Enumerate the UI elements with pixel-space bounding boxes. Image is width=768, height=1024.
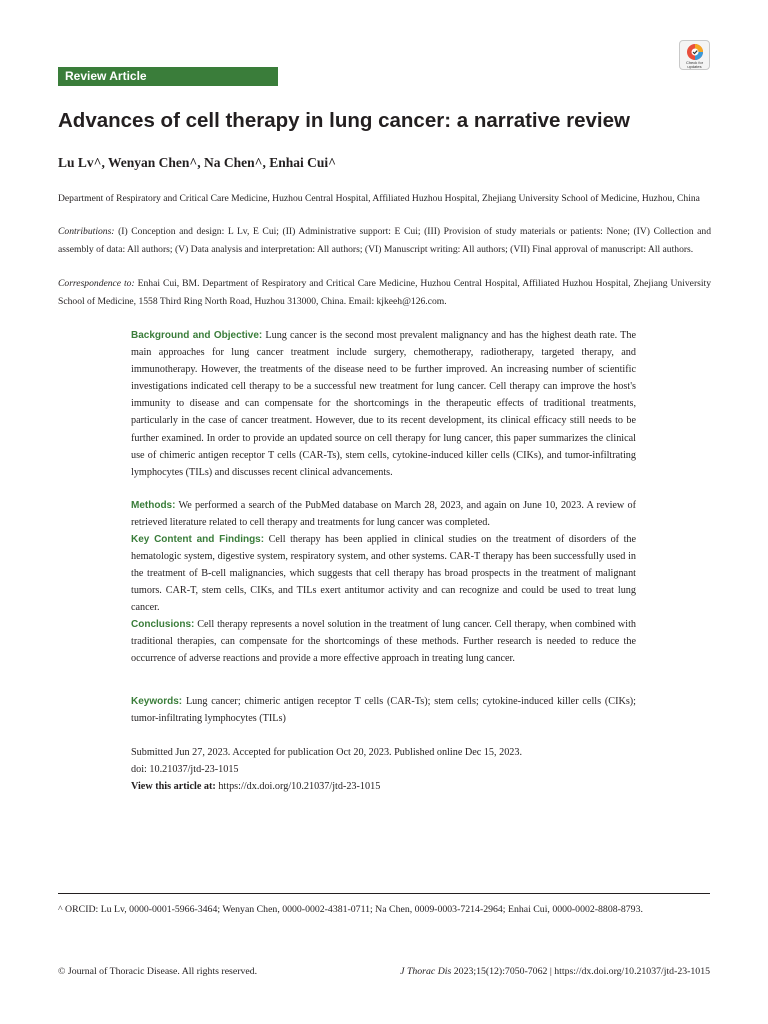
- article-type-badge: [58, 67, 278, 86]
- correspondence-label: Correspondence to:: [58, 278, 135, 289]
- keywords-text: Lung cancer; chimeric antigen receptor T cells (CAR-Ts); stem cells; cytokine-induced killer cells (CIKs); tumor-infiltrating lymphocytes (TILs): [131, 696, 637, 725]
- correspondence-text: Enhai Cui, BM. Department of Respiratory and Critical Care Medicine, Huzhou Central Hospital, Affiliated Huzhou Hospital, Zhejiang University School of Medicine, 1558 Third Ring North Road, Huzhou 313000, China. Email: kjkeeh@126.com.: [58, 278, 711, 307]
- journal-abbrev: J Thorac Dis: [400, 966, 452, 977]
- article-title: Advances of cell therapy in lung cancer: a narrative review: [58, 109, 630, 132]
- copyright: © Journal of Thoracic Disease. All rights reserved.: [58, 966, 258, 977]
- journal-citation: [400, 966, 710, 977]
- citation-text: 2023;15(12):7050-7062 | https://dx.doi.org/10.21037/jtd-23-1015: [453, 966, 710, 977]
- view-article-link[interactable]: https://dx.doi.org/10.21037/jtd-23-1015: [218, 781, 381, 792]
- check-for-updates-icon: [686, 43, 704, 61]
- view-article-line: [131, 778, 651, 795]
- abstract-background: [131, 327, 636, 481]
- methods-label: Methods:: [131, 500, 176, 511]
- contributions-text: (I) Conception and design: L Lv, E Cui; (II) Administrative support: E Cui; (III) Provision of study materials or patients: None; (IV) Collection and assembly of data: All authors; (V) Data analysis and interpretation: All authors; (VI) Manuscript writing: All authors; (VII) Final approval of manuscript: All authors.: [58, 226, 711, 255]
- correspondence: [58, 275, 711, 310]
- keywords-label: Keywords:: [131, 696, 183, 707]
- background-text: Lung cancer is the second most prevalent malignancy and has the highest death rate. The main approaches for lung cancer treatment include surgery, chemotherapy, radiotherapy, targeted therapy, and immunotherapy. However, the treatments of the disease need to be further improved. An increasing number of scientific investigations indicated cell therapy to be a successful new treatment for lung cancer. Cell therapy can improve the host's immunity to disease and can compensate for the shortcomings in the therapeutic effects of traditional treatments, particularly in the case of cancer treatment. However, due to its recent development, its clinical efficacy still needs to be further examined. In order to provide an updated source on cell therapy for lung cancer, this paper summarizes the clinical use of chimeric antigen receptor T cells (CAR-Ts), stem cells, cytokine-induced killer cells (CIKs), and tumor-infiltrating lymphocytes (TILs) and discusses recent clinical advancements.: [131, 330, 636, 478]
- abstract-methods: [131, 497, 636, 531]
- conclusions-label: Conclusions:: [131, 619, 195, 630]
- background-label: Background and Objective:: [131, 330, 263, 341]
- check-for-updates-label: Check for updates: [685, 60, 704, 69]
- author-list: Lu Lv^, Wenyan Chen^, Na Chen^, Enhai Cui^: [58, 155, 336, 170]
- orcid-footnote: ^ ORCID: Lu Lv, 0000-0001-5966-3464; Wenyan Chen, 0000-0002-4381-0711; Na Chen, 0009-0003-7214-2964; Enhai Cui, 0000-0002-8808-8793.: [58, 904, 643, 915]
- contributions-label: Contributions:: [58, 226, 115, 237]
- contributions: [58, 223, 711, 258]
- doi-line: doi: 10.21037/jtd-23-1015: [131, 764, 239, 775]
- article-type-label: Review Article: [65, 69, 147, 83]
- check-for-updates-button[interactable]: [679, 40, 710, 70]
- abstract-conclusions: [131, 616, 636, 667]
- findings-label: Key Content and Findings:: [131, 534, 265, 545]
- submission-dates: Submitted Jun 27, 2023. Accepted for publication Oct 20, 2023. Published online Dec 15, 2023.: [131, 747, 523, 758]
- abstract-findings: [131, 531, 636, 616]
- view-article-label: View this article at:: [131, 781, 216, 792]
- footnote-divider: [58, 893, 710, 894]
- affiliation: Department of Respiratory and Critical Care Medicine, Huzhou Central Hospital, Affiliated Huzhou Hospital, Zhejiang University School of Medicine, Huzhou, China: [58, 193, 700, 204]
- findings-text: Cell therapy has been applied in clinical studies on the treatment of disorders of the hematologic system, digestive system, respiratory system, and other systems. CAR-T therapy has been successfully used in the treatment of B-cell malignancies, which suggests that cell therapy has broad prospects in the treatment of malignant tumors. CAR-T, stem cells, CIKs, and TILs exert antitumor activity and can recognize and could be used to treat lung cancer.: [131, 534, 637, 614]
- conclusions-text: Cell therapy represents a novel solution in the treatment of lung cancer. Cell therapy, when combined with traditional therapies, can compensate for the shortcomings of these methods. Further research is needed to reduce the occurrence of adverse reactions and provide a more effective approach in treating lung cancer.: [131, 619, 637, 665]
- abstract-keywords: [131, 693, 636, 727]
- methods-text: We performed a search of the PubMed database on March 28, 2023, and again on June 10, 2023. A review of retrieved literature related to cell therapy and treatments for lung cancer was completed.: [131, 500, 636, 529]
